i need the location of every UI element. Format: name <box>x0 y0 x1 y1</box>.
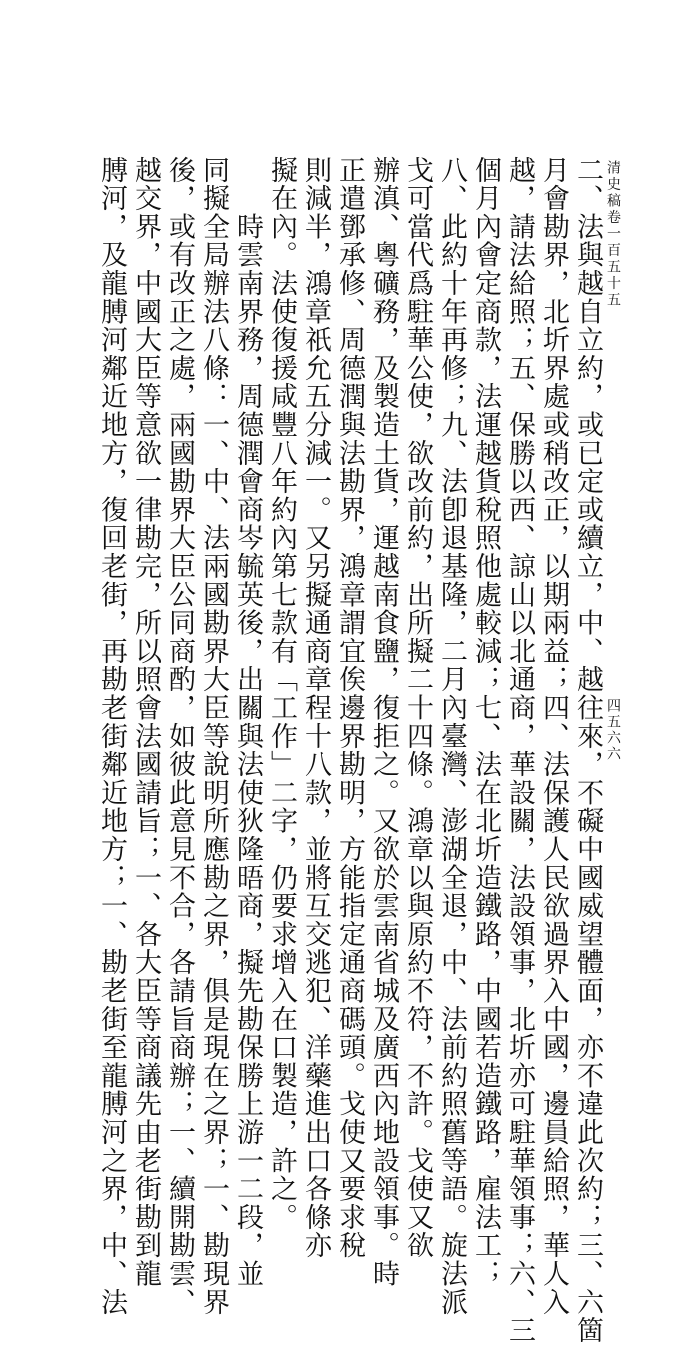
text-column: 同擬全局辦法八條：一、中、法兩國勘界大臣等說明所應勘之界，俱是現在之界；一、勘現界 <box>198 156 229 1317</box>
text-column: 戈可當代爲駐華公使，欲改前約，出所擬二十四條。鴻章以與原約不符，不許。戈使又欲 <box>402 156 433 1260</box>
running-head: 清史稿卷一百五十五 <box>605 160 621 309</box>
text-column: 後，或有改正之處，兩國勘界大臣公同商酌，如彼此意見不合，各請旨商辦；一、續開勘雲、 <box>164 156 195 1317</box>
text-column: 則減半，鴻章祇允五分減一。又另擬通商章程十八款，並將互交逃犯、洋藥進出口各條亦 <box>300 156 331 1260</box>
text-column: 二、法與越自立約，或已定或續立，中、越往來，不礙中國威望體面，亦不違此次約；三、六箇 <box>572 156 603 1345</box>
text-column: 個月內會定商款，法運越貨稅照他處較減；七、法在北圻造鐵路，中國若造鐵路，雇法工； <box>470 156 501 1288</box>
text-column: 正遣鄧承修、周德潤與法勘界，鴻章謂宜俟邊界勘明，方能指定通商碼頭。戈使又要求稅 <box>334 156 365 1260</box>
text-column: 辦滇、粵礦務，及製造土貨，運越南食鹽，復拒之。又欲於雲南省城及廣西內地設領事。時 <box>368 156 399 1288</box>
text-column: 時雲南界務，周德潤會商岑毓英後，出關與法使狄隆晤商，擬先勘保勝上游一二段，並 <box>232 156 263 1288</box>
text-column: 越，請法給照；五、保勝以西、諒山以北通商，華設關，法設領事，北圻亦可駐華領事；六、三 <box>504 156 535 1345</box>
page-number: 四五六六 <box>605 698 621 762</box>
text-column: 膊河，及龍膊河鄰近地方，復回老街，再勘老街鄰近地方；一、勘老街至龍膊河之界，中、法 <box>96 156 127 1317</box>
text-column: 擬在內。法使復援咸豐八年約內第七款有「工作」二字，仍要求增入在口製造，許之。 <box>266 156 297 1232</box>
text-column: 越交界，中國大臣等意欲一律勘完，所以照會法國請旨；一、各大臣等商議先由老街勘到龍 <box>130 156 161 1288</box>
text-column: 月會勘界，北圻界處或稍改正，以期兩益；四、法保護人民欲過界入中國，邊員給照，華人入 <box>538 156 569 1317</box>
body-text <box>96 156 604 1345</box>
text-column: 八、此約十年再修；九、法卽退基隆，二月內臺灣、澎湖全退，中、法前約照舊等語。旋法派 <box>436 156 467 1317</box>
